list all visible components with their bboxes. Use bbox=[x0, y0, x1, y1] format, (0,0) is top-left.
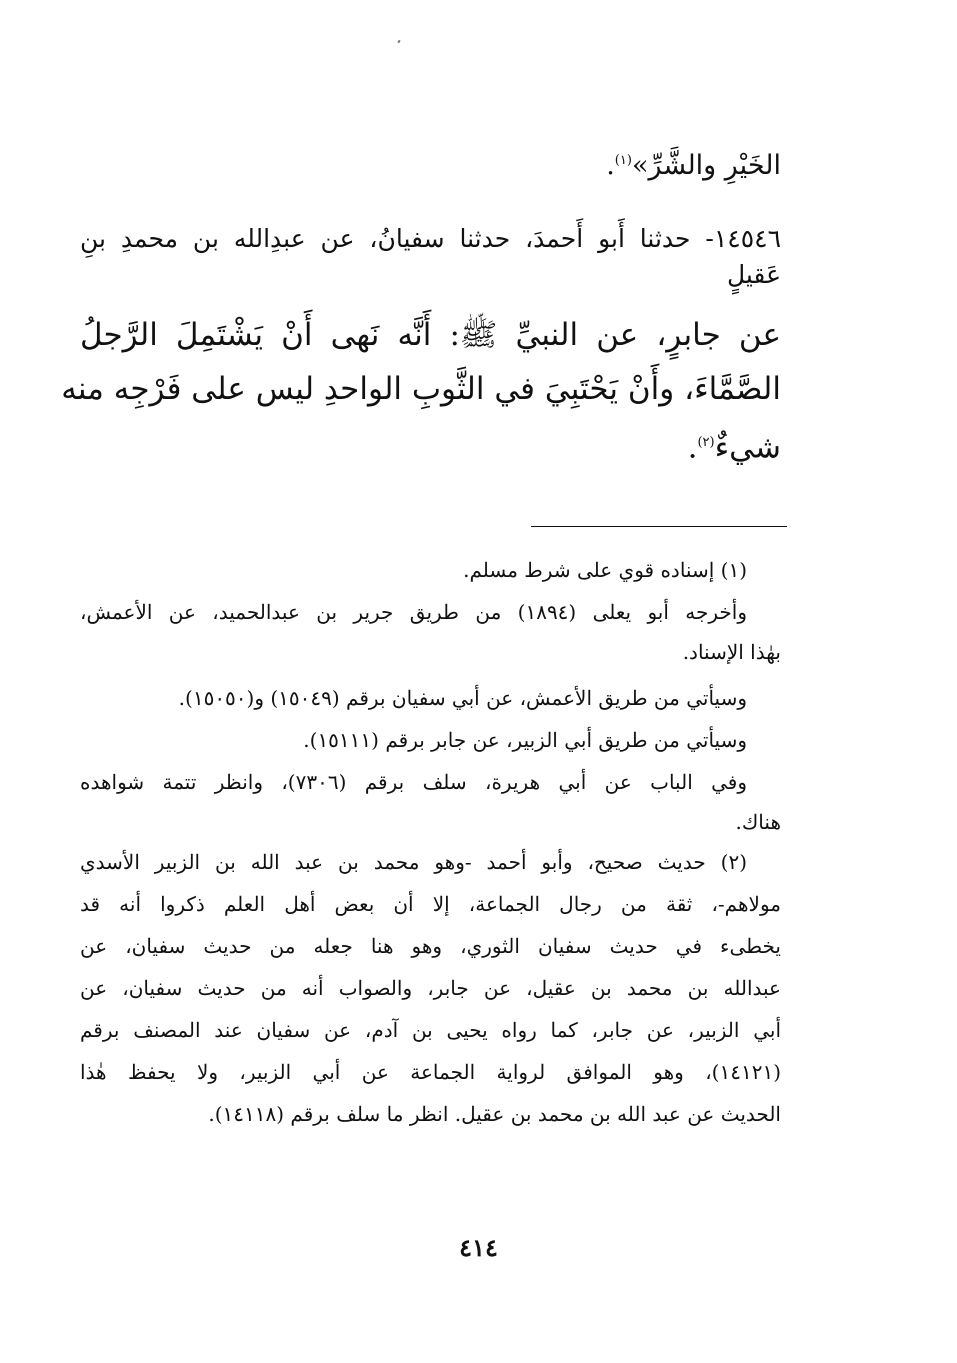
page-number: ٤١٤ bbox=[459, 1233, 498, 1262]
footnote-2-line-2: مولاهم-، ثقة من رجال الجماعة، إلا أن بعض أهل العلم ذكروا أنه قد bbox=[80, 892, 781, 916]
footnote-2-line-5: أبي الزبير، عن جابر، كما رواه يحيى بن آدم، عن سفيان عند المصنف برقم bbox=[80, 1018, 781, 1042]
footnote-1-line-6: وفي الباب عن أبي هريرة، سلف برقم (٧٣٠٦)، وانظر تتمة شواهده bbox=[80, 770, 747, 794]
matn-period: . bbox=[687, 429, 698, 466]
hadith-chain-line-1: ١٤٥٤٦- حدثنا أَبو أَحمدَ، حدثنا سفيانُ، عن عبدِالله بن محمدِ بنِ bbox=[80, 224, 781, 253]
continuation-line bbox=[80, 150, 781, 181]
footnote-2-line-7: الحديث عن عبد الله بن محمد بن عقيل. انظر ما سلف برقم (١٤١١٨). bbox=[208, 1102, 781, 1126]
footnote-2-line-4: عبدالله بن محمد بن عقيل، عن جابر، والصواب أنه من حديث سفيان، عن bbox=[80, 976, 781, 1000]
footnote-1-line-7: هناك. bbox=[735, 810, 781, 834]
footnote-1-line-3: بهٰذا الإسناد. bbox=[682, 640, 781, 664]
footnote-ref-1: (١) bbox=[614, 153, 632, 168]
hadith-matn-line-3 bbox=[80, 414, 781, 476]
footnote-2-line-1: (٢) حديث صحيح، وأبو أحمد -وهو محمد بن عبد الله بن الزبير الأسدي bbox=[80, 850, 747, 874]
footnote-1-line-1: (١) إسناده قوي على شرط مسلم. bbox=[463, 558, 747, 582]
hadith-chain-line-2: عَقيلٍ bbox=[726, 260, 781, 289]
footnote-2-line-3: يخطىء في حديث سفيان الثوري، وهو هنا جعله من حديث سفيان، عن bbox=[80, 934, 781, 958]
continuation-text: الخَيْرِ والشَّرِّ» bbox=[631, 150, 781, 181]
footnote-separator bbox=[531, 526, 787, 527]
hadith-matn-line-2: الصَّمَّاءَ، وأَنْ يَحْتَبِيَ في الثَّوبِ الواحدِ ليس على فَرْجِه منه bbox=[61, 371, 781, 407]
footnote-2-line-6: (١٤١٢١)، وهو الموافق لرواية الجماعة عن أبي الزبير، ولا يحفظ هٰذا bbox=[80, 1060, 781, 1084]
footnote-ref-2: (٢) bbox=[697, 435, 715, 450]
footnote-1-line-4: وسيأتي من طريق الأعمش، عن أبي سفيان برقم (١٥٠٤٩) و(١٥٠٥٠). bbox=[178, 686, 747, 710]
matn-last-word: شيءٌ bbox=[714, 429, 781, 466]
footnote-1-line-5: وسيأتي من طريق أبي الزبير، عن جابر برقم (١٥١١١). bbox=[303, 728, 747, 752]
continuation-period: . bbox=[606, 150, 615, 181]
hadith-matn-line-1: عن جابرٍ، عن النبيِّ ﷺ: أَنَّه نَهى أَنْ يَشْتَمِلَ الرَّجلُ bbox=[80, 317, 781, 353]
scan-speck bbox=[397, 40, 400, 44]
footnote-1-line-2: وأخرجه أبو يعلى (١٨٩٤) من طريق جرير بن عبدالحميد، عن الأعمش، bbox=[80, 600, 747, 624]
